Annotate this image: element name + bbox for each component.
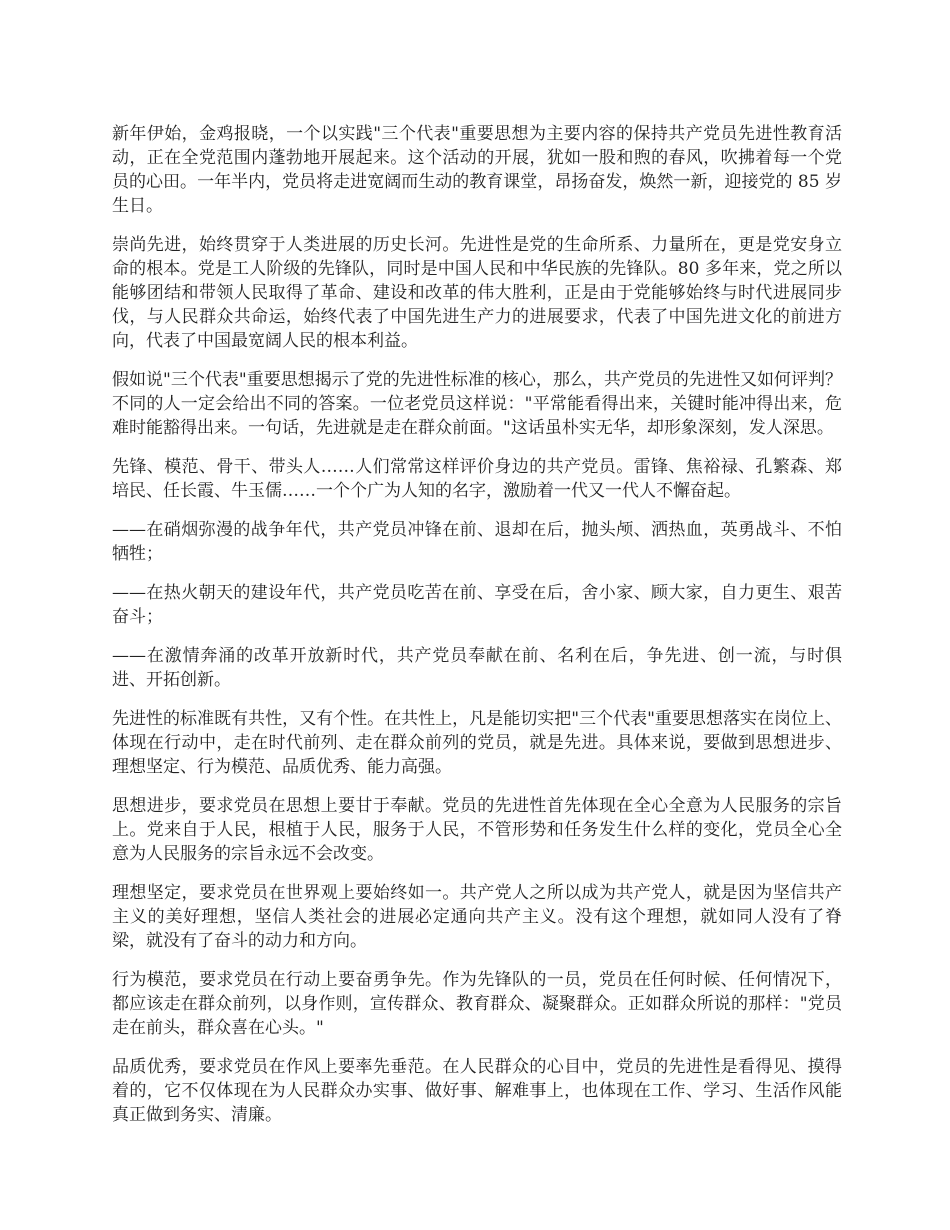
paragraph-role-models: 先锋、模范、骨干、带头人……人们常常这样评价身边的共产党员。雷锋、焦裕禄、孔繁森、郑培民、任长霞、牛玉儒……一个个广为人知的名字，激励着一代又一代人不懈奋起。 xyxy=(112,457,842,501)
paragraph-reform-era: ——在激情奔涌的改革开放新时代，共产党员奉献在前、名利在后，争先进、创一流，与时俱进、开拓创新。 xyxy=(112,646,842,690)
paragraph-ideals: 理想坚定，要求党员在世界观上要始终如一。共产党人之所以成为共产党人，就是因为坚信共产主义的美好理想，坚信人类社会的进展必定通向共产主义。没有这个理想，就如同人没有了脊梁，就没有了奋斗的动力和方向。 xyxy=(112,883,842,951)
document-body xyxy=(112,122,842,1142)
paragraph-war-era: ——在硝烟弥漫的战争年代，共产党员冲锋在前、退却在后，抛头颅、洒热血，英勇战斗、不怕牺牲； xyxy=(112,520,842,564)
paragraph-quality: 品质优秀，要求党员在作风上要率先垂范。在人民群众的心目中，党员的先进性是看得见、摸得着的，它不仅体现在为人民群众办实事、做好事、解难事上，也体现在工作、学习、生活作风能真正做到务实、清廉。 xyxy=(112,1057,842,1125)
paragraph-standards: 先进性的标准既有共性，又有个性。在共性上，凡是能切实把"三个代表"重要思想落实在岗位上、体现在行动中，走在时代前列、走在群众前列的党员，就是先进。具体来说，要做到思想进步、理想坚定、行为模范、品质优秀、能力高强。 xyxy=(112,709,842,777)
paragraph-advancement-history: 崇尚先进，始终贯穿于人类进展的历史长河。先进性是党的生命所系、力量所在，更是党安身立命的根本。党是工人阶级的先锋队，同时是中国人民和中华民族的先锋队。80 多年来，党之所以能够团结和带领人民取得了革命、建设和改革的伟大胜利，正是由于党能够始终与时代进展同步伐，与人民群众共命运，始终代表了中国先进生产力的进展要求，代表了中国先进文化的前进方向，代表了中国最宽阔人民的根本利益。 xyxy=(112,235,842,351)
paragraph-how-to-judge: 假如说"三个代表"重要思想揭示了党的先进性标准的核心，那么，共产党员的先进性又如何评判？不同的人一定会给出不同的答案。一位老党员这样说："平常能看得出来，关键时能冲得出来，危难时能豁得出来。一句话，先进就是走在群众前面。"这话虽朴实无华，却形象深刻，发人深思。 xyxy=(112,370,842,438)
paragraph-thought: 思想进步，要求党员在思想上要甘于奉献。党员的先进性首先体现在全心全意为人民服务的宗旨上。党来自于人民，根植于人民，服务于人民，不管形势和任务发生什么样的变化，党员全心全意为人民服务的宗旨永远不会改变。 xyxy=(112,796,842,864)
paragraph-construction-era: ——在热火朝天的建设年代，共产党员吃苦在前、享受在后，舍小家、顾大家，自力更生、艰苦奋斗； xyxy=(112,583,842,627)
paragraph-conduct: 行为模范，要求党员在行动上要奋勇争先。作为先锋队的一员，党员在任何时候、任何情况下，都应该走在群众前列，以身作则，宣传群众、教育群众、凝聚群众。正如群众所说的那样："党员走在前头，群众喜在心头。" xyxy=(112,970,842,1038)
paragraph-intro: 新年伊始，金鸡报晓，一个以实践"三个代表"重要思想为主要内容的保持共产党员先进性教育活动，正在全党范围内蓬勃地开展起来。这个活动的开展，犹如一股和煦的春风，吹拂着每一个党员的心田。一年半内，党员将走进宽阔而生动的教育课堂，昂扬奋发，焕然一新，迎接党的 85 岁生日。 xyxy=(112,124,842,216)
